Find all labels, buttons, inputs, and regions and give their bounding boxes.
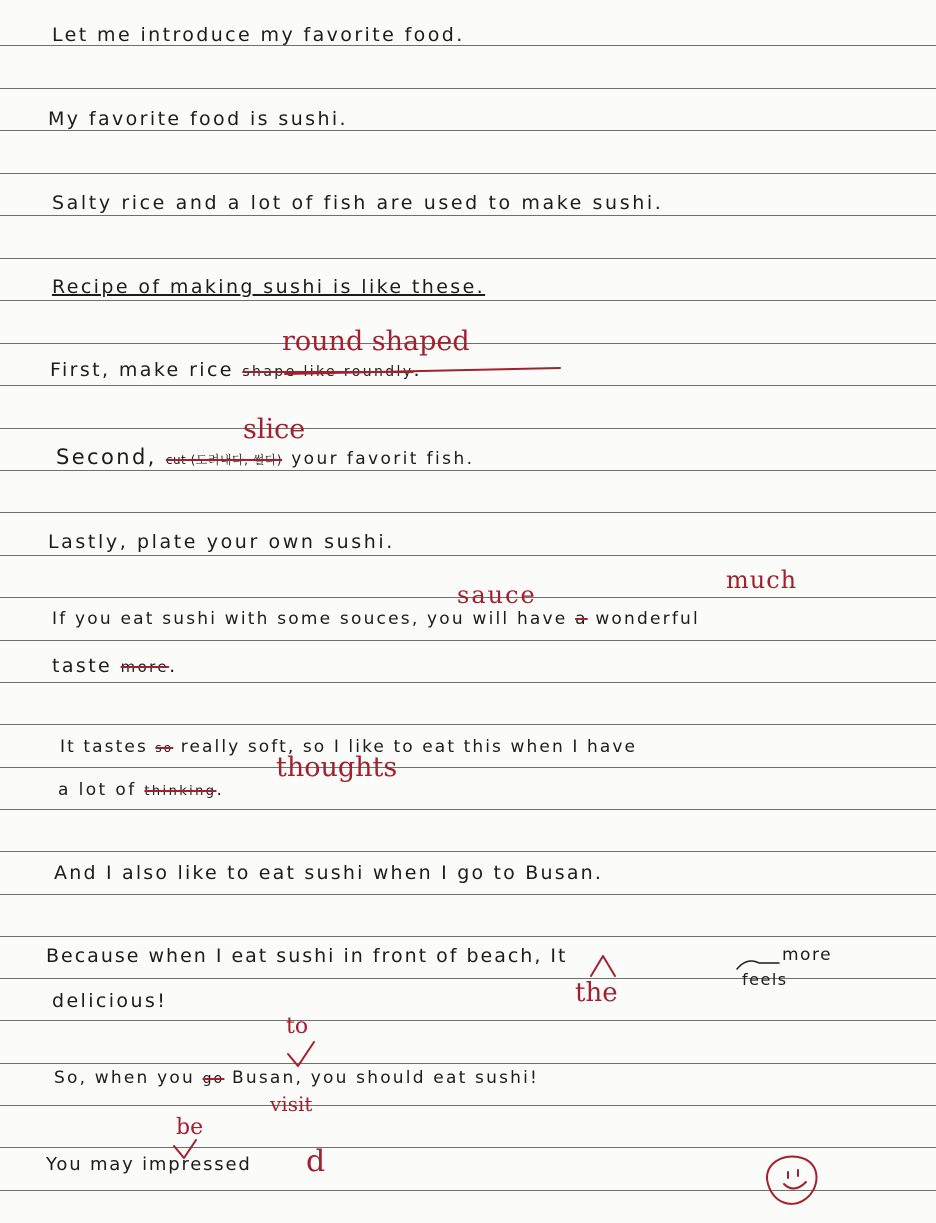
ruled-line (0, 130, 936, 131)
struck-text: cut (도려내다, 썰다) (165, 453, 283, 467)
struck-text: so (155, 741, 174, 755)
handwritten-line: Because when I eat sushi in front of beach, It (46, 945, 568, 967)
correction-underline (0, 362, 936, 382)
ruled-line (0, 173, 936, 174)
text-segment: . (216, 780, 225, 800)
correction-visit: visit (270, 1092, 313, 1116)
ruled-line (0, 512, 936, 513)
struck-text: more (120, 658, 170, 676)
ruled-line (0, 767, 936, 768)
text-segment: . (413, 359, 422, 381)
text-segment: your favorit fish. (291, 449, 475, 469)
ruled-line (0, 936, 936, 937)
text-segment: Second, (56, 445, 157, 469)
struck-text: shape like roundly (242, 364, 414, 380)
correction-much: much (726, 566, 798, 594)
smiley-icon (758, 1150, 828, 1210)
text-segment: . (169, 655, 178, 677)
correction-the: the (575, 978, 618, 1008)
ruled-line (0, 555, 936, 556)
struck-text: thinking (144, 784, 217, 799)
handwritten-line (58, 780, 224, 800)
ruled-line (0, 385, 936, 386)
text-segment: It tastes (60, 737, 148, 757)
ruled-line (0, 1105, 936, 1106)
correction-thoughts: thoughts (276, 752, 398, 783)
ruled-line (0, 724, 936, 725)
ruled-line (0, 428, 936, 429)
text-segment: wonderful (595, 609, 700, 629)
ruled-line (0, 1147, 936, 1148)
handwritten-line: My favorite food is sushi. (48, 108, 349, 130)
handwritten-line: Let me introduce my favorite food. (52, 24, 465, 46)
correction-d: d (306, 1144, 326, 1179)
check-mark (282, 1040, 322, 1070)
text-segment: taste (52, 655, 113, 677)
handwritten-line (54, 1068, 539, 1088)
ruled-line (0, 215, 936, 216)
handwritten-word: feels (742, 970, 788, 989)
text-segment: a lot of (58, 780, 137, 800)
handwritten-line (52, 655, 178, 677)
ruled-line (0, 894, 936, 895)
text-segment: First, make rice (50, 359, 234, 381)
handwritten-line: Salty rice and a lot of fish are used to make sushi. (52, 192, 664, 214)
ruled-line (0, 809, 936, 810)
handwritten-line: delicious! (52, 990, 168, 1012)
handwritten-line: Recipe of making sushi is like these. (52, 276, 486, 298)
correction-round-shaped: round shaped (282, 326, 470, 357)
ruled-line (0, 640, 936, 641)
ruled-line (0, 851, 936, 852)
correction-sauce: sauce (457, 581, 537, 609)
handwritten-line (52, 609, 700, 629)
text-segment: Busan, you should eat sushi! (232, 1068, 540, 1088)
ruled-line (0, 258, 936, 259)
ruled-line (0, 978, 936, 979)
struck-text: a (575, 609, 588, 629)
caret-mark (585, 950, 655, 980)
ruled-line (0, 682, 936, 683)
correction-to: to (286, 1014, 309, 1039)
correction-slice: slice (243, 414, 306, 445)
ruled-line (0, 1020, 936, 1021)
struck-text: go (202, 1071, 225, 1087)
correction-be: be (176, 1115, 204, 1140)
handwritten-word: more (782, 945, 833, 965)
ruled-line (0, 470, 936, 471)
ruled-line (0, 88, 936, 89)
text-segment: If you eat sushi with some souces, you will have (52, 609, 568, 629)
handwritten-line: Lastly, plate your own sushi. (48, 531, 395, 553)
handwritten-line: And I also like to eat sushi when I go to Busan. (54, 862, 604, 884)
handwritten-line (56, 445, 474, 469)
handwritten-line: You may impressed (46, 1154, 252, 1175)
ruled-line (0, 300, 936, 301)
text-segment: So, when you (54, 1068, 195, 1088)
ruled-line (0, 1063, 936, 1064)
text-segment: really soft, so I like to eat this when I have (180, 737, 638, 757)
